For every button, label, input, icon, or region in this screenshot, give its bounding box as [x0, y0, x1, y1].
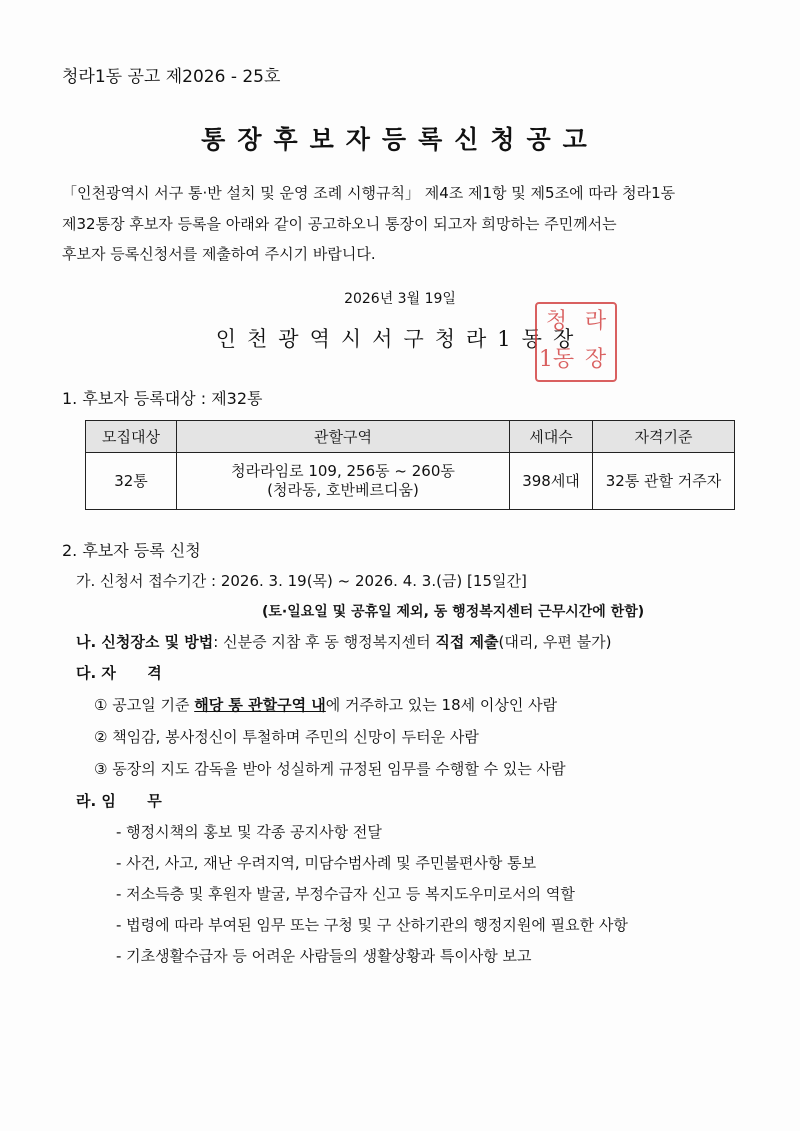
duty-item: - 법령에 따라 부여된 임무 또는 구청 및 구 산하기관의 행정지원에 필요한 사항	[116, 916, 628, 934]
intro-line: 후보자 등록신청서를 제출하여 주시기 바랍니다.	[62, 245, 376, 263]
method-text: : 신분증 지참 후 동 행정복지센터	[213, 633, 436, 651]
section-1-heading: 1. 후보자 등록대상 : 제32통	[62, 389, 263, 408]
section-2-heading: 2. 후보자 등록 신청	[62, 541, 201, 560]
q1-emphasis: 해당 통 관할구역 내	[194, 696, 326, 714]
cell-households: 398세대	[510, 453, 593, 510]
cell-area	[177, 453, 510, 510]
qualification-item: ② 책임감, 봉사정신이 투철하며 주민의 신망이 두터운 사람	[94, 728, 479, 746]
col-header: 모집대상	[86, 421, 177, 453]
application-method	[76, 631, 611, 652]
official-seal: 청 라 1동 장	[535, 302, 617, 382]
application-period: 가. 신청서 접수기간 : 2026. 3. 19(목) ~ 2026. 4. 3.(금) [15일간]	[76, 572, 527, 590]
application-period-note: (토·일요일 및 공휴일 제외, 동 행정복지센터 근무시간에 한함)	[262, 604, 645, 620]
qualification-heading: 다. 자 격	[76, 664, 162, 682]
duty-item: - 기초생활수급자 등 어려운 사람들의 생활상황과 특이사항 보고	[116, 947, 532, 965]
col-header: 세대수	[510, 421, 593, 453]
duty-item: - 저소득층 및 후원자 발굴, 부정수급자 신고 등 복지도우미로서의 역할	[116, 885, 575, 903]
area-line: (청라동, 호반베르디움)	[267, 481, 419, 499]
duty-item: - 행정시책의 홍보 및 각종 공지사항 전달	[116, 823, 382, 841]
q1-text: ① 공고일 기준	[94, 696, 195, 714]
method-label: 나. 신청장소 및 방법	[76, 633, 214, 651]
col-header: 자격기준	[593, 421, 735, 453]
method-tail: (대리, 우편 불가)	[498, 633, 612, 651]
qualification-item: ③ 동장의 지도 감독을 받아 성실하게 규정된 임무를 수행할 수 있는 사람	[94, 760, 566, 778]
document-number: 청라1동 공고 제2026 - 25호	[62, 67, 281, 87]
intro-line: 「인천광역시 서구 통·반 설치 및 운영 조례 시행규칙」 제4조 제1항 및 제5조에 따라 청라1동	[62, 184, 676, 202]
qualification-item	[94, 694, 557, 715]
duty-item: - 사건, 사고, 재난 우려지역, 미담수범사례 및 주민불편사항 통보	[116, 854, 537, 872]
issuer: 인천광역시서구청라1동장	[215, 327, 585, 351]
table-row	[86, 453, 735, 510]
method-bold: 직접 제출	[435, 633, 499, 651]
duties-heading: 라. 임 무	[76, 792, 162, 810]
document-title: 통장후보자등록신청공고	[201, 125, 599, 154]
notice-date: 2026년 3월 19일	[344, 291, 456, 307]
recruitment-table	[85, 420, 735, 510]
q1-text: 에 거주하고 있는 18세 이상인 사람	[325, 696, 558, 714]
intro-line: 제32통장 후보자 등록을 아래와 같이 공고하오니 통장이 되고자 희망하는 주민께서는	[62, 215, 617, 233]
area-line: 청라라임로 109, 256동 ~ 260동	[231, 462, 455, 480]
col-header: 관할구역	[177, 421, 510, 453]
cell-qualification: 32통 관할 거주자	[593, 453, 735, 510]
cell-target: 32통	[86, 453, 177, 510]
